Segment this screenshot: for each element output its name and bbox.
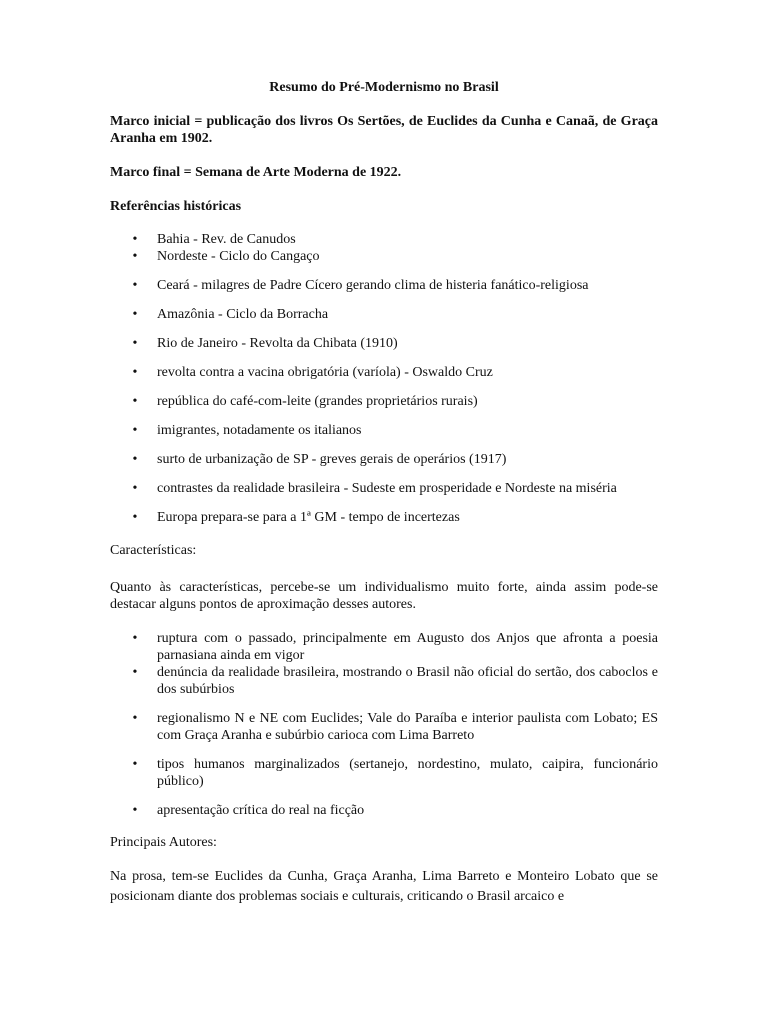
list-item: • contrastes da realidade brasileira - Sudeste em prosperidade e Nordeste na miséria (110, 480, 658, 497)
bullet-icon: • (132, 757, 138, 772)
list-item: • Rio de Janeiro - Revolta da Chibata (1910) (110, 335, 658, 352)
list-item: • ruptura com o passado, principalmente em Augusto dos Anjos que afronta a poesia parnasiana ainda em vigor (110, 630, 658, 664)
bullet-icon: • (132, 307, 138, 322)
document-title: Resumo do Pré-Modernismo no Brasil (269, 80, 499, 95)
bullet-icon: • (132, 510, 138, 525)
list-item: • Nordeste - Ciclo do Cangaço (110, 248, 658, 265)
list-item: • Amazônia - Ciclo da Borracha (110, 306, 658, 323)
list-item: • Europa prepara-se para a 1ª GM - tempo de incertezas (110, 509, 658, 526)
bullet-icon: • (132, 481, 138, 496)
bullet-icon: • (132, 232, 138, 247)
list-item: • república do café-com-leite (grandes proprietários rurais) (110, 393, 658, 410)
marco-inicial: Marco inicial = publicação dos livros Os Sertões, de Euclides da Cunha e Canaã, de Graça Aranha em 1902. (110, 114, 658, 146)
list-item: • regionalismo N e NE com Euclides; Vale do Paraíba e interior paulista com Lobato; ES com Graça Aranha e subúrbio carioca com Lima Barreto (110, 710, 658, 744)
bullet-icon: • (132, 423, 138, 438)
bullet-icon: • (132, 394, 138, 409)
autores-heading: Principais Autores: (110, 835, 217, 850)
bullet-icon: • (132, 278, 138, 293)
bullet-icon: • (132, 336, 138, 351)
list-item: • denúncia da realidade brasileira, mostrando o Brasil não oficial do sertão, dos caboclos e dos subúrbios (110, 664, 658, 698)
referencias-list (110, 231, 658, 526)
caracteristicas-heading: Características: (110, 543, 197, 558)
bullet-icon: • (132, 711, 138, 726)
bullet-icon: • (132, 665, 138, 680)
document-body (110, 79, 658, 907)
referencias-heading: Referências históricas (110, 199, 242, 214)
bullet-icon: • (132, 631, 138, 646)
bullet-icon: • (132, 365, 138, 380)
list-item: • surto de urbanização de SP - greves gerais de operários (1917) (110, 451, 658, 468)
list-item: • apresentação crítica do real na ficção (110, 802, 658, 819)
caracteristicas-intro: Quanto às características, percebe-se um individualismo muito forte, ainda assim pode-se destacar alguns pontos de aproximação desses autores. (110, 580, 658, 612)
caracteristicas-list (110, 630, 658, 819)
list-item: • Bahia - Rev. de Canudos (110, 231, 658, 248)
list-item: • imigrantes, notadamente os italianos (110, 422, 658, 439)
autores-text: Na prosa, tem-se Euclides da Cunha, Graça Aranha, Lima Barreto e Monteiro Lobato que se posicionam diante dos problemas sociais e culturais, criticando o Brasil arcaico e (110, 869, 658, 904)
list-item: • tipos humanos marginalizados (sertanejo, nordestino, mulato, caipira, funcionário público) (110, 756, 658, 790)
bullet-icon: • (132, 452, 138, 467)
marco-final: Marco final = Semana de Arte Moderna de 1922. (110, 165, 402, 180)
bullet-icon: • (132, 249, 138, 264)
list-item: • Ceará - milagres de Padre Cícero gerando clima de histeria fanático-religiosa (110, 277, 658, 294)
bullet-icon: • (132, 803, 138, 818)
list-item: • revolta contra a vacina obrigatória (varíola) - Oswaldo Cruz (110, 364, 658, 381)
